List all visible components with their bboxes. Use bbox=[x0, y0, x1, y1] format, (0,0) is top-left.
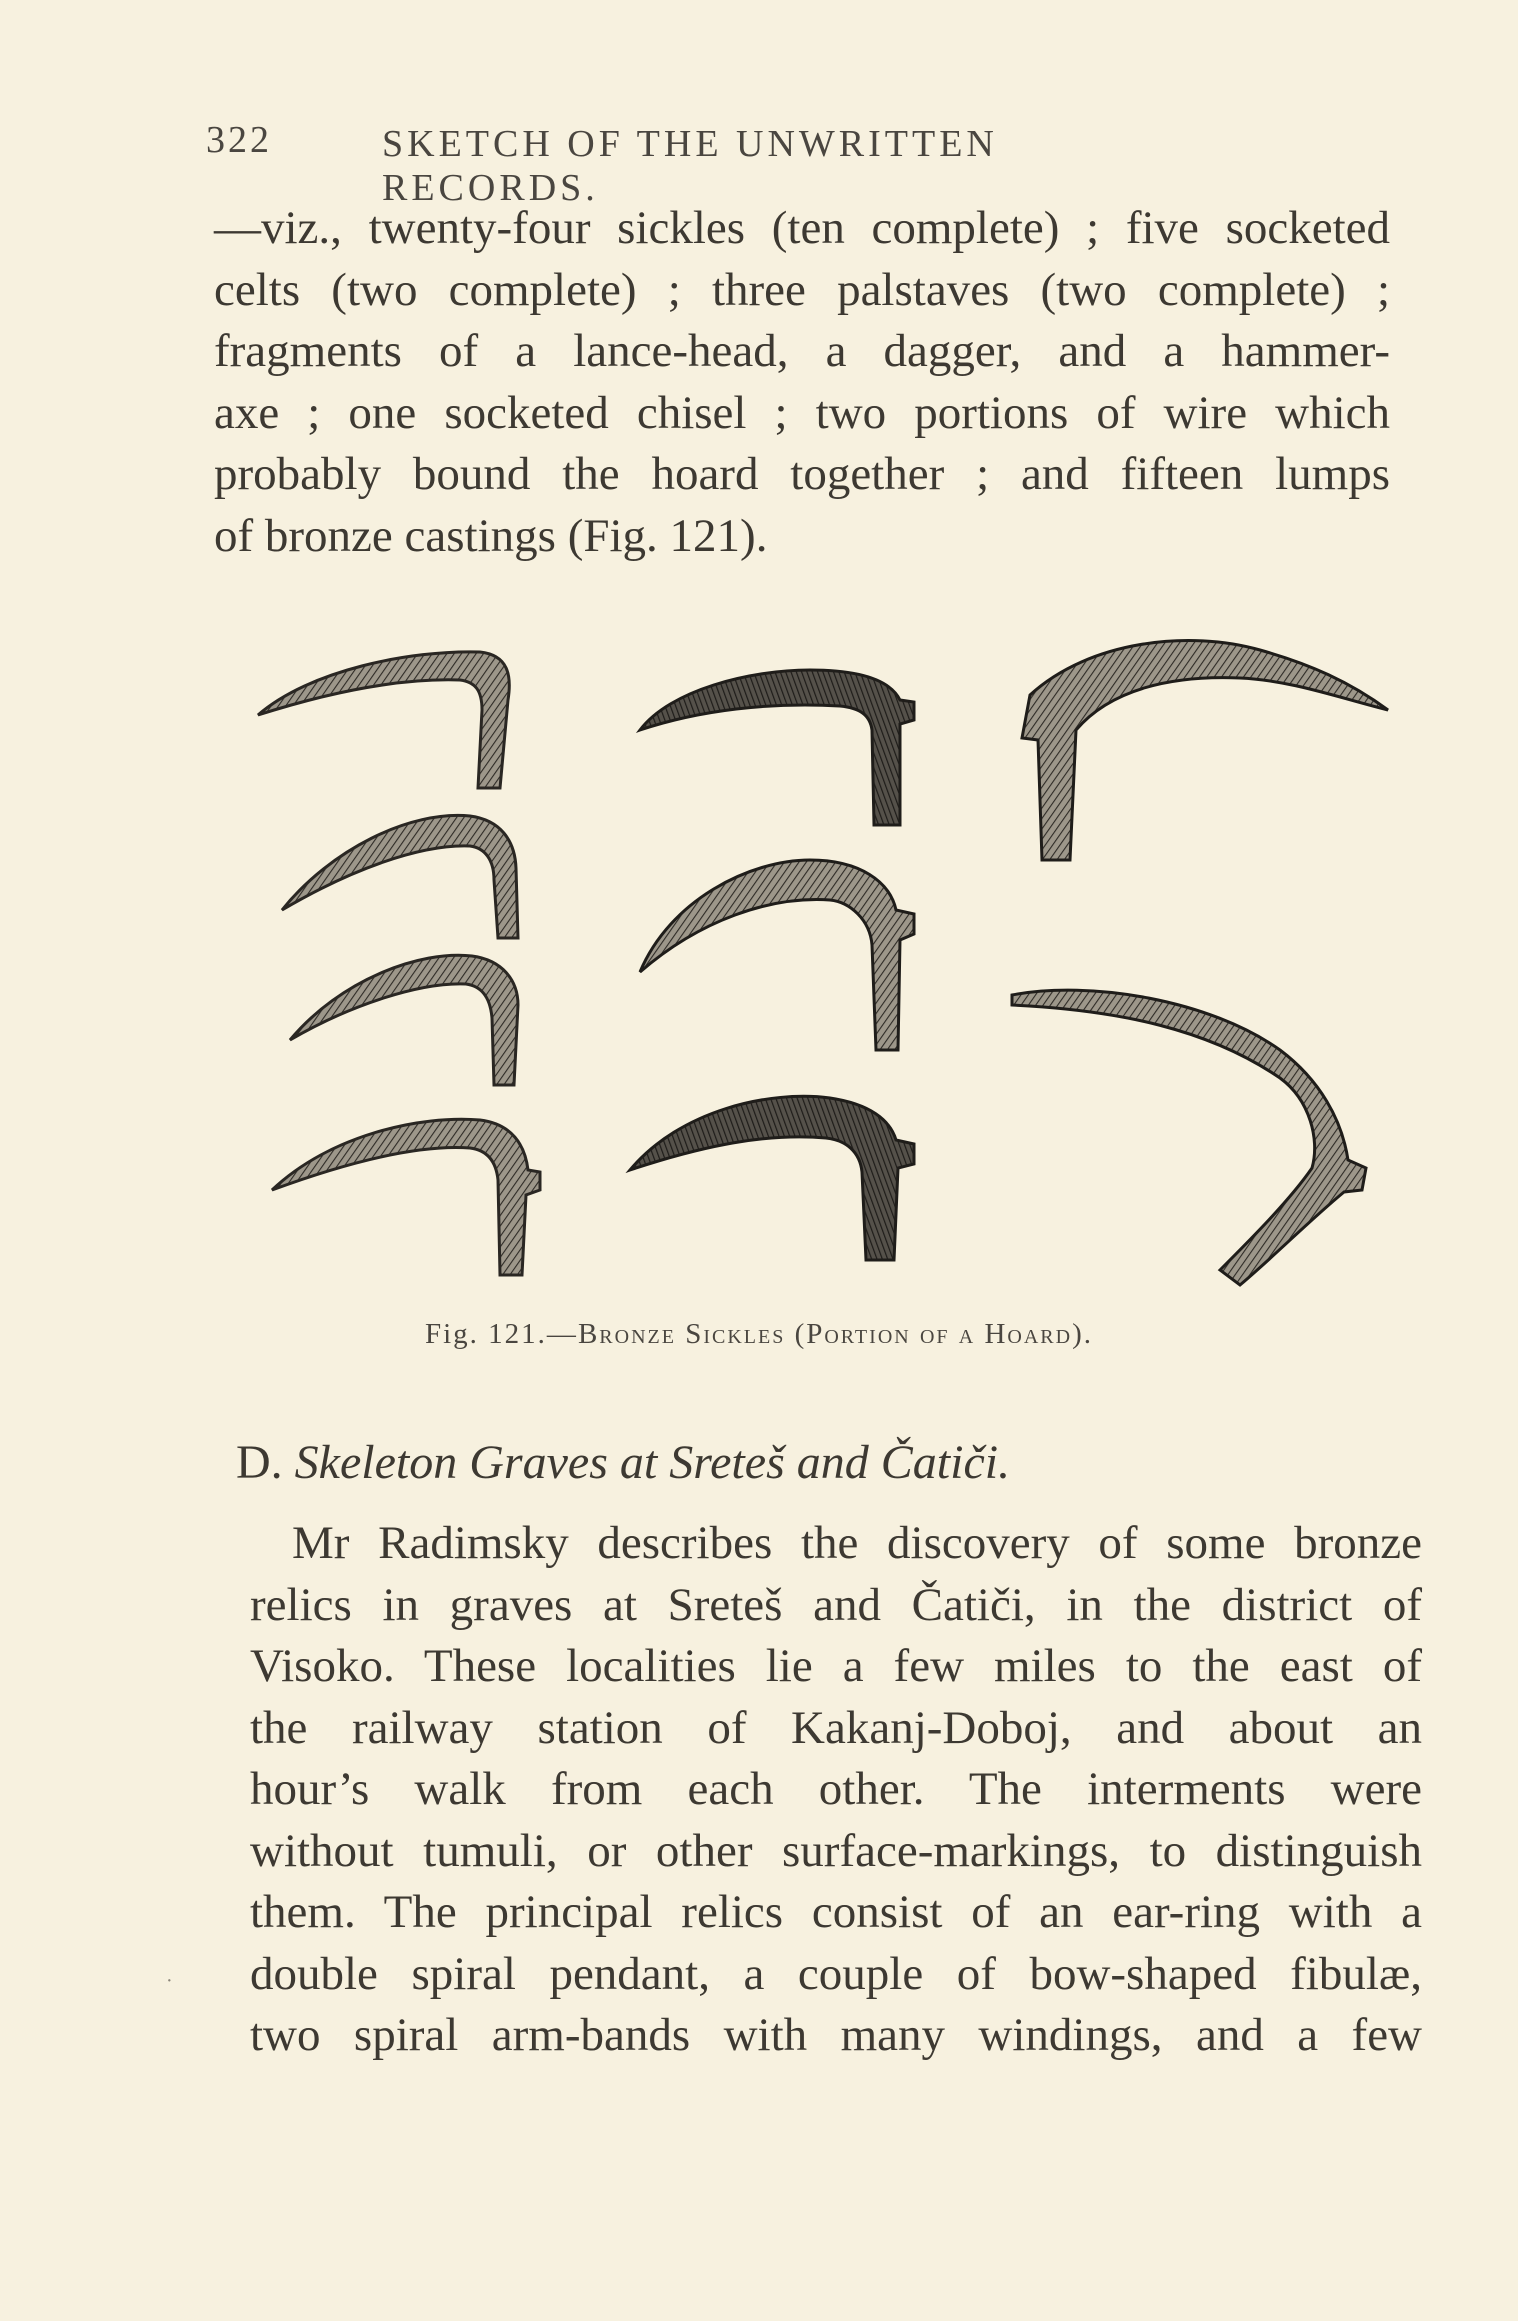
caption-text: Bronze Sickles (Portion of a Hoard). bbox=[577, 1318, 1093, 1350]
section-title: Skeleton Graves at Sreteš and Čatiči. bbox=[294, 1436, 1011, 1489]
text-line: the railway station of Kakanj-Doboj, and about an bbox=[250, 1701, 1422, 1754]
sickle-2 bbox=[282, 815, 518, 938]
text-line: probably bound the hoard together ; and fifteen lumps bbox=[214, 448, 1390, 500]
sickle-8 bbox=[1022, 640, 1388, 860]
text-line: of bronze castings (Fig. 121). bbox=[214, 509, 768, 562]
text-line: Mr Radimsky describes the discovery of some bronze bbox=[292, 1517, 1422, 1569]
text-line: Visoko. These localities lie a few miles to the east of bbox=[250, 1640, 1422, 1692]
sickle-1 bbox=[258, 652, 509, 788]
text-line: relics in graves at Sreteš and Čatiči, in the district of bbox=[250, 1578, 1422, 1631]
body-paragraph bbox=[250, 1513, 1422, 2067]
figure-caption bbox=[0, 1318, 1518, 1351]
sickle-9 bbox=[1012, 990, 1366, 1285]
text-line: them. The principal relics consist of an ear-ring with a bbox=[250, 1886, 1422, 1938]
caption-prefix: Fig. 121.— bbox=[425, 1318, 578, 1350]
sickle-7 bbox=[630, 1096, 914, 1260]
margin-mark: · bbox=[166, 1970, 173, 1992]
running-title: SKETCH OF THE UNWRITTEN RECORDS. bbox=[382, 123, 998, 209]
text-line: two spiral arm-bands with many windings, and a few bbox=[250, 2009, 1422, 2061]
text-line: axe ; one socketed chisel ; two portions of wire which bbox=[214, 386, 1390, 439]
page-number: 322 bbox=[206, 119, 272, 161]
sickle-5 bbox=[640, 670, 914, 825]
text-line: —viz., twenty-four sickles (ten complete) ; five socketed bbox=[214, 202, 1390, 254]
text-line: double spiral pendant, a couple of bow-shaped fibulæ, bbox=[250, 1947, 1422, 2000]
text-line: hour’s walk from each other. The interments were bbox=[250, 1763, 1422, 1815]
sickle-3 bbox=[290, 955, 518, 1085]
sickles-illustration bbox=[250, 620, 1400, 1300]
intro-paragraph bbox=[214, 198, 1390, 567]
sickle-6 bbox=[640, 860, 914, 1050]
text-line: celts (two complete) ; three palstaves (two complete) ; bbox=[214, 263, 1390, 316]
text-line: fragments of a lance-head, a dagger, and a hammer- bbox=[214, 325, 1390, 377]
sickle-4 bbox=[272, 1119, 540, 1275]
section-letter: D. bbox=[236, 1436, 283, 1489]
section-heading bbox=[236, 1435, 1010, 1490]
text-line: without tumuli, or other surface-markings, to distinguish bbox=[250, 1824, 1422, 1877]
